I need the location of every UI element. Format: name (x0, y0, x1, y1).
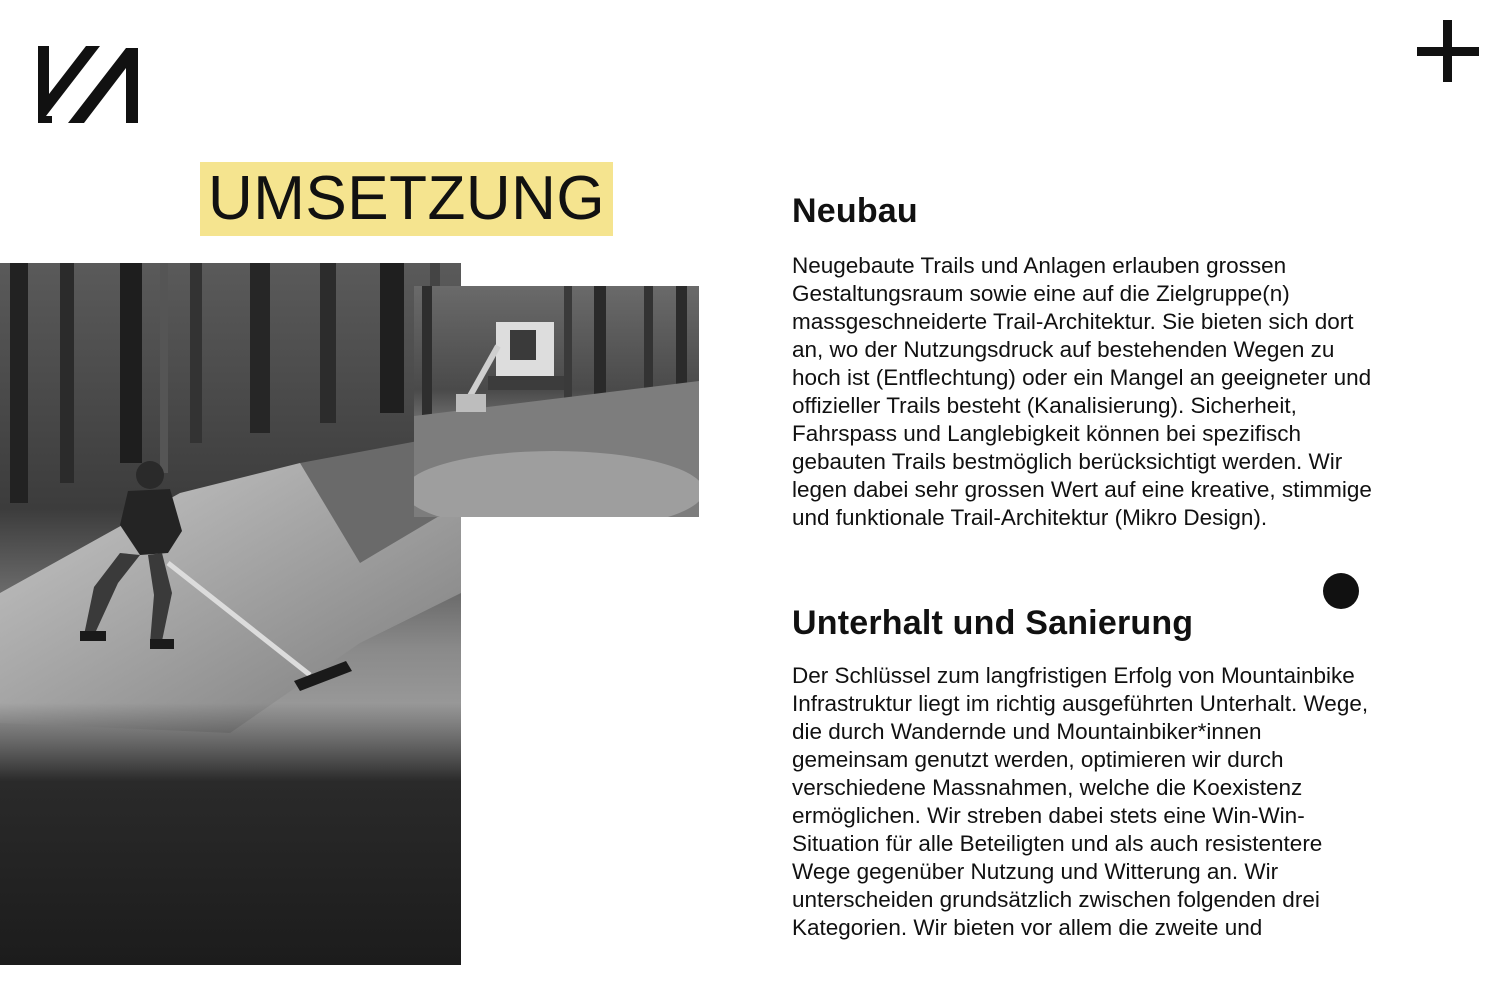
trail-worker-image (0, 263, 461, 965)
neubau-text: Neugebaute Trails und Anlagen erlauben grossen Gestaltungsraum sowie eine auf die Zielgruppe(n) massgeschneiderte Trail-Architektur. Sie bieten sich dort an, wo der Nutzungsdruck auf bestehenden Wegen zu hoch ist (Entflechtung) oder ein Mangel an geeigneter und offizieller Trails besteht (Kanalisierung). Sicherheit, Fahrspass und Langlebigkeit können bei spezifisch gebauten Trails bestmöglich berücksichtigt werden. Wir legen dabei sehr grossen Wert auf eine kreative, stimmige und funktionale Trail-Architektur (Mikro Design). (792, 253, 1372, 530)
neubau-heading: Neubau (792, 192, 918, 230)
trail-worker-photo (0, 263, 461, 965)
plus-icon (1414, 18, 1482, 86)
scroll-dot[interactable] (1323, 573, 1359, 609)
va-logo[interactable] (38, 46, 140, 123)
unterhalt-heading: Unterhalt und Sanierung (792, 604, 1194, 642)
excavator-image (414, 286, 699, 517)
unterhalt-text: Der Schlüssel zum langfristigen Erfolg von Mountainbike Infrastruktur liegt im richtig ausgeführten Unterhalt. Wege, die durch Wandernde und Mountainbiker*innen gemeinsam genutzt werden, optimieren wir durch verschiedene Massnahmen, welche die Koexistenz ermöglichen. Wir streben dabei stets eine Win-Win-Situation für alle Beteiligten und als auch resistentere Wege gegenüber Nutzung und Witterung an. Wir unterscheiden grundsätzlich zwischen folgenden drei Kategorien. Wir bieten vor allem die zweite und (792, 663, 1369, 940)
content-column (792, 190, 1392, 942)
excavator-photo (414, 286, 699, 517)
section-title: UMSETZUNG (200, 162, 613, 236)
menu-plus-button[interactable] (1414, 18, 1482, 86)
va-logo-icon (38, 46, 140, 123)
